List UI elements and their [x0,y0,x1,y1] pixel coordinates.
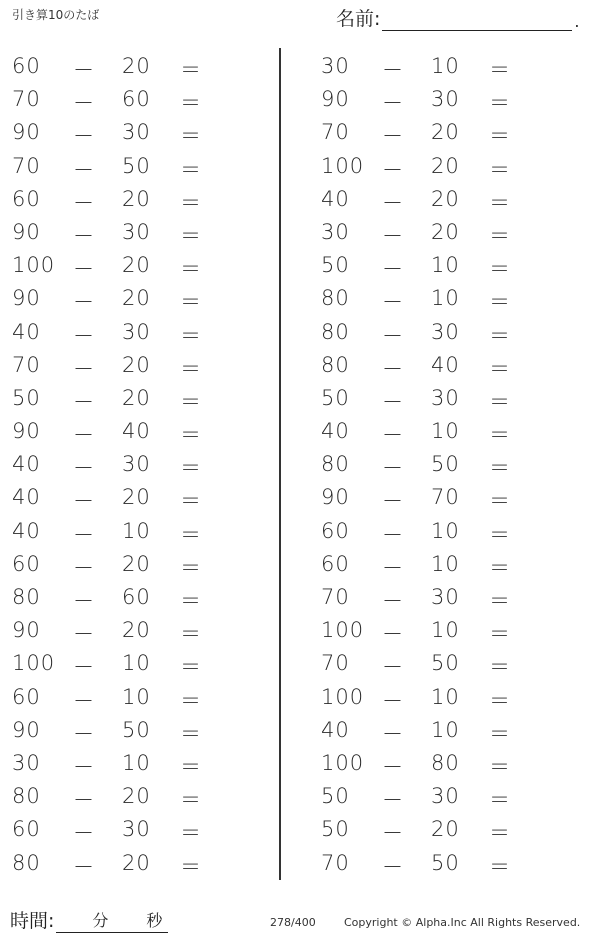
equals-sign: ＝ [180,389,202,414]
minuend: 100 [12,651,56,676]
minuend: 80 [321,452,350,477]
equals-sign: ＝ [489,389,511,414]
subtrahend: 20 [122,286,151,311]
equals-sign: ＝ [180,124,202,149]
equals-sign: ＝ [180,190,202,215]
equals-sign: ＝ [489,190,511,215]
minuend: 90 [321,485,350,510]
equals-sign: ＝ [180,489,202,514]
minuend: 80 [321,286,350,311]
subtrahend: 10 [431,618,460,643]
problem-row [0,645,270,678]
equals-sign: ＝ [489,456,511,481]
minus-sign: － [382,157,404,182]
subtrahend: 20 [122,850,151,875]
problem-row [309,48,579,81]
problem-row [309,446,579,479]
equals-sign: ＝ [489,356,511,381]
subtrahend: 30 [431,385,460,410]
minuend: 70 [321,651,350,676]
minus-sign: － [73,58,95,82]
equals-sign: ＝ [489,58,511,82]
minuend: 90 [12,419,41,444]
minuend: 90 [12,120,41,145]
minuend: 40 [12,319,41,344]
problem-row [0,114,270,147]
equals-sign: ＝ [489,257,511,282]
minuend: 100 [321,618,365,643]
problem-row [0,513,270,546]
minus-sign: － [382,622,404,647]
minuend: 70 [12,352,41,377]
minus-sign: － [73,721,95,746]
minus-sign: － [73,389,95,414]
problem-row [309,413,579,446]
problem-row [309,479,579,512]
problem-row [309,645,579,678]
minuend: 80 [12,784,41,809]
minus-sign: － [73,821,95,846]
subtrahend: 20 [431,186,460,211]
subtrahend: 10 [431,253,460,278]
problem-row [0,181,270,214]
problem-row [309,380,579,413]
equals-sign: ＝ [489,555,511,580]
minus-sign: － [73,190,95,215]
minus-sign: － [382,257,404,282]
equals-sign: ＝ [180,91,202,116]
minuend: 80 [12,850,41,875]
minuend: 100 [321,153,365,178]
equals-sign: ＝ [180,323,202,348]
page-number: 278/400 [270,916,316,929]
minus-sign: － [382,555,404,580]
equals-sign: ＝ [489,754,511,779]
equals-sign: ＝ [180,622,202,647]
minuend: 70 [12,153,41,178]
equals-sign: ＝ [180,788,202,813]
problem-row [309,347,579,380]
equals-sign: ＝ [180,821,202,846]
minuend: 90 [12,717,41,742]
equals-sign: ＝ [180,754,202,779]
equals-sign: ＝ [180,58,202,82]
equals-sign: ＝ [180,589,202,613]
minuend: 60 [12,186,41,211]
minus-sign: － [73,854,95,879]
minuend: 60 [321,518,350,543]
minuend: 40 [12,518,41,543]
subtrahend: 20 [431,120,460,145]
subtrahend: 10 [431,419,460,444]
time-field [10,906,168,933]
minus-sign: － [382,788,404,813]
minuend: 40 [321,419,350,444]
name-blank[interactable] [382,10,572,31]
minus-sign: － [73,754,95,779]
subtrahend: 20 [122,485,151,510]
minus-sign: － [73,124,95,149]
minuend: 60 [321,551,350,576]
minus-sign: － [382,688,404,713]
problem-row [0,48,270,81]
subtrahend: 30 [122,817,151,842]
minus-sign: － [73,655,95,680]
subtrahend: 30 [122,219,151,244]
problem-row [0,413,270,446]
equals-sign: ＝ [180,688,202,713]
subtrahend: 20 [122,352,151,377]
minuend: 90 [321,87,350,112]
subtrahend: 10 [431,717,460,742]
minuend: 70 [12,87,41,112]
problem-row [0,347,270,380]
minus-sign: － [382,522,404,547]
equals-sign: ＝ [180,290,202,315]
subtrahend: 20 [122,618,151,643]
minus-sign: － [382,389,404,414]
minus-sign: － [382,721,404,746]
problems-right-column [309,48,579,878]
problem-row [309,745,579,778]
equals-sign: ＝ [489,223,511,248]
minus-sign: － [382,124,404,149]
subtrahend: 10 [431,684,460,709]
time-blank[interactable] [56,910,168,933]
problem-row [309,546,579,579]
subtrahend: 10 [122,518,151,543]
problem-row [0,148,270,181]
subtrahend: 30 [431,87,460,112]
subtrahend: 10 [122,651,151,676]
minuend: 40 [12,485,41,510]
problem-row [309,114,579,147]
minus-sign: － [73,257,95,282]
minus-sign: － [73,91,95,116]
time-label: 時間: [10,910,55,932]
problem-row [0,247,270,280]
minuend: 90 [12,618,41,643]
minus-sign: － [73,489,95,514]
subtrahend: 20 [431,219,460,244]
name-field [336,4,580,31]
problem-row [309,181,579,214]
equals-sign: ＝ [180,655,202,680]
minus-sign: － [382,489,404,514]
minuend: 50 [12,385,41,410]
minuend: 50 [321,784,350,809]
problem-row [0,546,270,579]
subtrahend: 20 [122,253,151,278]
minus-sign: － [382,754,404,779]
equals-sign: ＝ [180,522,202,547]
equals-sign: ＝ [489,854,511,879]
problem-row [0,479,270,512]
minuend: 90 [12,219,41,244]
problem-row [0,81,270,114]
column-divider [279,48,281,880]
minuend: 60 [12,54,41,78]
problem-row [309,280,579,313]
minuend: 30 [321,54,350,78]
subtrahend: 60 [122,585,151,609]
equals-sign: ＝ [180,257,202,282]
subtrahend: 10 [431,518,460,543]
minus-sign: － [382,356,404,381]
subtrahend: 70 [431,485,460,510]
subtrahend: 60 [122,87,151,112]
minuend: 50 [321,817,350,842]
minuend: 50 [321,385,350,410]
minus-sign: － [382,91,404,116]
equals-sign: ＝ [489,423,511,448]
minus-sign: － [382,456,404,481]
minuend: 30 [12,750,41,775]
equals-sign: ＝ [180,356,202,381]
problem-row [0,214,270,247]
problem-row [309,81,579,114]
equals-sign: ＝ [180,854,202,879]
minuend: 40 [12,452,41,477]
minuend: 30 [321,219,350,244]
equals-sign: ＝ [180,223,202,248]
problem-row [0,314,270,347]
equals-sign: ＝ [180,456,202,481]
equals-sign: ＝ [180,555,202,580]
problem-row [309,712,579,745]
subtrahend: 20 [431,153,460,178]
equals-sign: ＝ [489,788,511,813]
equals-sign: ＝ [180,721,202,746]
minuend: 40 [321,717,350,742]
minus-sign: － [382,821,404,846]
problem-row [309,579,579,612]
minus-sign: － [382,223,404,248]
problem-row [309,214,579,247]
problem-row [309,148,579,181]
subtrahend: 40 [431,352,460,377]
minus-sign: － [73,589,95,613]
problem-row [309,845,579,878]
minus-sign: － [382,423,404,448]
minus-sign: － [73,555,95,580]
equals-sign: ＝ [489,323,511,348]
problem-row [309,679,579,712]
subtrahend: 30 [122,452,151,477]
minuend: 80 [321,352,350,377]
minus-sign: － [382,323,404,348]
minuend: 80 [321,319,350,344]
equals-sign: ＝ [489,821,511,846]
equals-sign: ＝ [489,124,511,149]
minuend: 80 [12,585,41,609]
equals-sign: ＝ [489,157,511,182]
problem-row [0,811,270,844]
subtrahend: 30 [431,585,460,609]
subtrahend: 10 [122,684,151,709]
minuend: 70 [321,850,350,875]
problems-left-column [0,48,270,878]
minus-sign: － [73,423,95,448]
subtrahend: 50 [431,651,460,676]
subtrahend: 30 [431,319,460,344]
subtrahend: 10 [122,750,151,775]
subtrahend: 20 [431,817,460,842]
subtrahend: 30 [122,120,151,145]
equals-sign: ＝ [489,522,511,547]
problem-row [0,380,270,413]
subtrahend: 30 [122,319,151,344]
minus-sign: － [73,290,95,315]
minus-sign: － [382,290,404,315]
subtrahend: 10 [431,54,460,78]
problem-row [0,679,270,712]
subtrahend: 50 [431,452,460,477]
minus-sign: － [73,622,95,647]
minus-sign: － [382,655,404,680]
minutes-label: 分 [92,911,109,930]
equals-sign: ＝ [489,489,511,514]
equals-sign: ＝ [180,157,202,182]
minus-sign: － [382,58,404,82]
minuend: 60 [12,817,41,842]
minus-sign: － [382,190,404,215]
subtrahend: 20 [122,385,151,410]
problem-row [309,811,579,844]
subtrahend: 30 [431,784,460,809]
minus-sign: － [73,522,95,547]
subtrahend: 50 [431,850,460,875]
problem-row [309,247,579,280]
equals-sign: ＝ [489,589,511,613]
minus-sign: － [73,157,95,182]
subtrahend: 80 [431,750,460,775]
problem-row [309,314,579,347]
subtrahend: 50 [122,717,151,742]
problem-row [0,778,270,811]
subtrahend: 20 [122,784,151,809]
seconds-label: 秒 [146,911,163,930]
minus-sign: － [382,589,404,613]
minus-sign: － [73,788,95,813]
subtrahend: 40 [122,419,151,444]
minuend: 100 [12,253,56,278]
name-label: 名前: [336,8,381,30]
minuend: 70 [321,120,350,145]
subtrahend: 50 [122,153,151,178]
subtrahend: 20 [122,551,151,576]
minuend: 50 [321,253,350,278]
minuend: 70 [321,585,350,609]
subtrahend: 20 [122,54,151,78]
copyright-notice: Copyright © Alpha.Inc All Rights Reserved. [344,916,581,929]
problem-row [0,745,270,778]
minuend: 100 [321,750,365,775]
worksheet-title: 引き算10のたば [12,8,100,22]
minus-sign: － [73,688,95,713]
equals-sign: ＝ [489,622,511,647]
minus-sign: － [73,323,95,348]
minus-sign: － [73,223,95,248]
problem-row [309,513,579,546]
equals-sign: ＝ [489,290,511,315]
problem-row [0,446,270,479]
problem-row [0,280,270,313]
problem-row [0,712,270,745]
minus-sign: － [73,356,95,381]
name-dot: . [574,12,580,31]
minuend: 40 [321,186,350,211]
equals-sign: ＝ [489,721,511,746]
problem-row [0,579,270,612]
minuend: 60 [12,684,41,709]
minus-sign: － [382,854,404,879]
problem-row [0,845,270,878]
minuend: 90 [12,286,41,311]
subtrahend: 10 [431,551,460,576]
problem-row [0,612,270,645]
equals-sign: ＝ [489,688,511,713]
equals-sign: ＝ [180,423,202,448]
minus-sign: － [73,456,95,481]
equals-sign: ＝ [489,91,511,116]
subtrahend: 20 [122,186,151,211]
equals-sign: ＝ [489,655,511,680]
problem-row [309,778,579,811]
minuend: 100 [321,684,365,709]
problem-row [309,612,579,645]
minuend: 60 [12,551,41,576]
subtrahend: 10 [431,286,460,311]
